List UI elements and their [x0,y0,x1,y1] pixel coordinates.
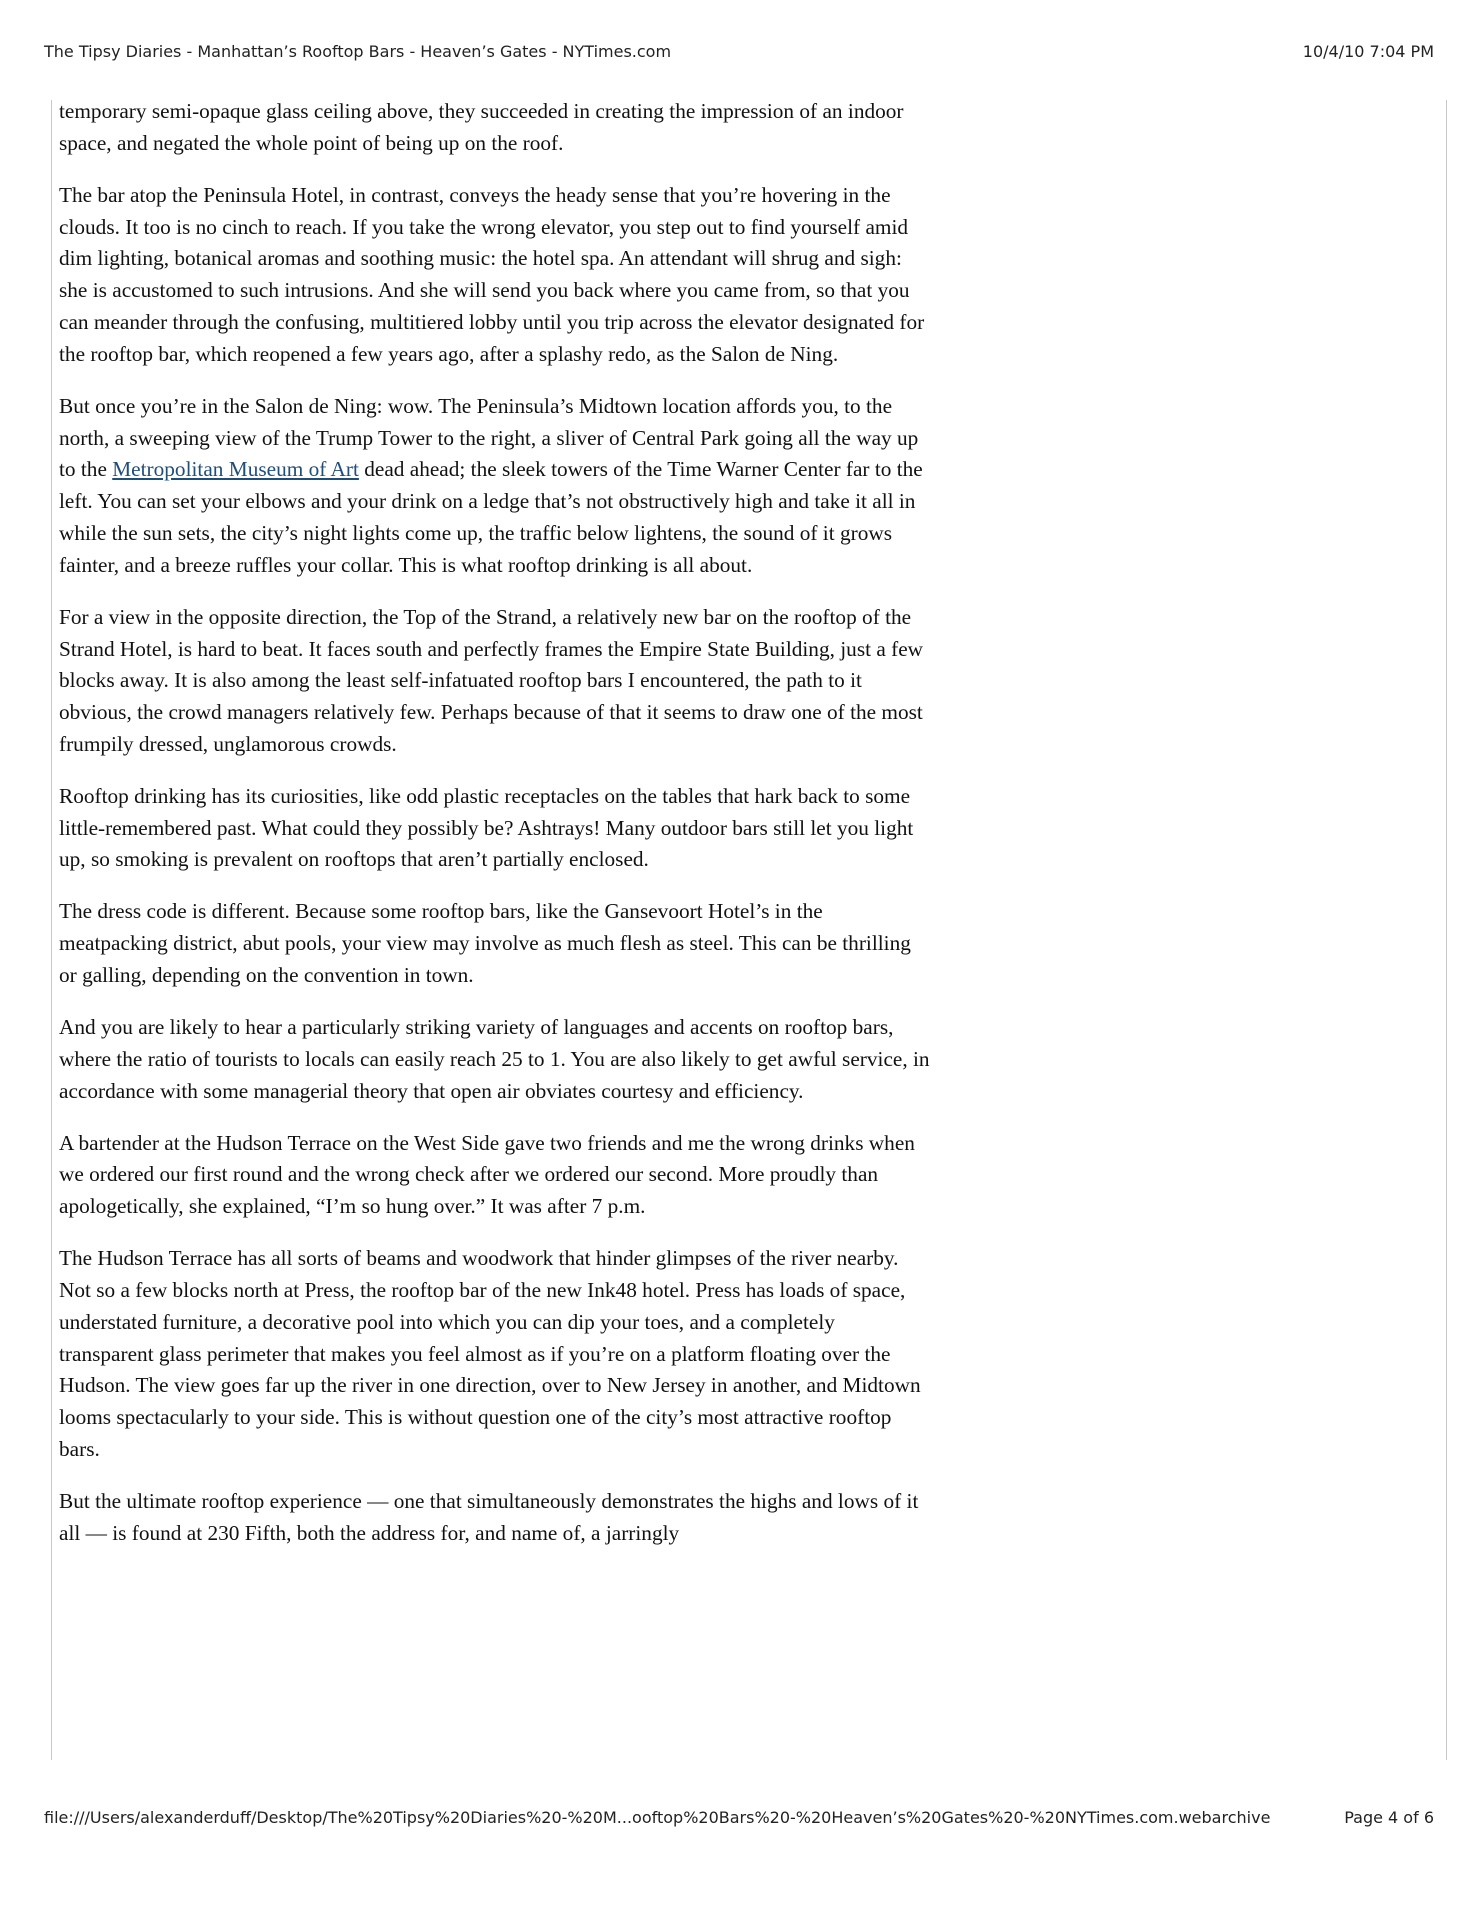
print-footer [44,1808,1434,1827]
article-paragraph: For a view in the opposite direction, the Top of the Strand, a relatively new bar on the rooftop of the Strand Hotel, is hard to beat. It faces south and perfectly frames the Empire State Building, just a few blocks away. It is also among the least self-infatuated rooftop bars I encountered, the path to it obvious, the crowd managers relatively few. Perhaps because of that it seems to draw one of the most frumpily dressed, unglamorous crowds. [59,604,924,756]
article-paragraph [59,391,933,582]
article-paragraph: But the ultimate rooftop experience — one that simultaneously demonstrates the highs and lows of it all — is found at 230 Fifth, both the address for, and name of, a jarringly [59,1488,919,1545]
article-body [59,96,933,1570]
file-path: file:///Users/alexanderduff/Desktop/The%20Tipsy%20Diaries%20-%20M...ooftop%20Bars%20-%20Heaven’s%20Gates%20-%20NYTimes.com.webarchive [44,1808,1271,1827]
page-title: The Tipsy Diaries - Manhattan’s Rooftop Bars - Heaven’s Gates - NYTimes.com [44,42,672,61]
metropolitan-museum-link[interactable]: Metropolitan Museum of Art [112,457,359,482]
article-paragraph: The dress code is different. Because some rooftop bars, like the Gansevoort Hotel’s in the meatpacking district, abut pools, your view may involve as much flesh as steel. This can be thrilling or galling, depending on the convention in town. [59,899,911,988]
article-paragraph: The Hudson Terrace has all sorts of beams and woodwork that hinder glimpses of the river nearby. Not so a few blocks north at Press, the rooftop bar of the new Ink48 hotel. Press has loads of space, understated furniture, a decorative pool into which you can dip your toes, and a completely transparent glass perimeter that makes you feel almost as if you’re on a platform floating over the Hudson. The view goes far up the river in one direction, over to New Jersey in another, and Midtown looms spectacularly to your side. This is without question one of the city’s most attractive rooftop bars. [59,1246,921,1461]
article-paragraph: Rooftop drinking has its curiosities, like odd plastic receptacles on the tables that hark back to some little-remembered past. What could they possibly be? Ashtrays! Many outdoor bars still let you light up, so smoking is prevalent on rooftops that aren’t partially enclosed. [59,783,914,872]
article-paragraph: A bartender at the Hudson Terrace on the West Side gave two friends and me the wrong drinks when we ordered our first round and the wrong check after we ordered our second. More proudly than apologetically, she explained, “I’m so hung over.” It was after 7 p.m. [59,1130,915,1219]
print-header [44,42,1434,61]
paragraph-text: dead ahead; the sleek towers of the Time Warner Center far to the left. You can set your elbows and your drink on a ledge that’s not obstructively high and take it all in while the sun sets, the city’s night lights come up, the traffic below lightens, the sound of it grows fainter, and a breeze ruffles your collar. This is what rooftop drinking is all about. [59,457,923,577]
article-paragraph: The bar atop the Peninsula Hotel, in contrast, conveys the heady sense that you’re hovering in the clouds. It too is no cinch to reach. If you take the wrong elevator, you step out to find yourself amid dim lighting, botanical aromas and soothing music: the hotel spa. An attendant will shrug and sigh: she is accustomed to such intrusions. And she will send you back where you came from, so that you can meander through the confusing, multitiered lobby until you trip across the elevator designated for the rooftop bar, which reopened a few years ago, after a splashy redo, as the Salon de Ning. [59,182,925,366]
print-datetime: 10/4/10 7:04 PM [1302,42,1434,61]
article-paragraph: temporary semi-opaque glass ceiling above, they succeeded in creating the impression of an indoor space, and negated the whole point of being up on the roof. [59,99,904,155]
page-number: Page 4 of 6 [1344,1808,1434,1827]
paragraph-text: But once you’re in the Salon de Ning: wow. The Peninsula’s Midtown location affords you, to the north, a sweeping view of the Trump Tower to the right, a sliver of Central Park going all the way up to the [59,393,919,482]
article-paragraph: And you are likely to hear a particularly striking variety of languages and accents on rooftop bars, where the ratio of tourists to locals can easily reach 25 to 1. You are also likely to get awful service, in accordance with some managerial theory that open air obviates courtesy and efficiency. [59,1015,930,1103]
